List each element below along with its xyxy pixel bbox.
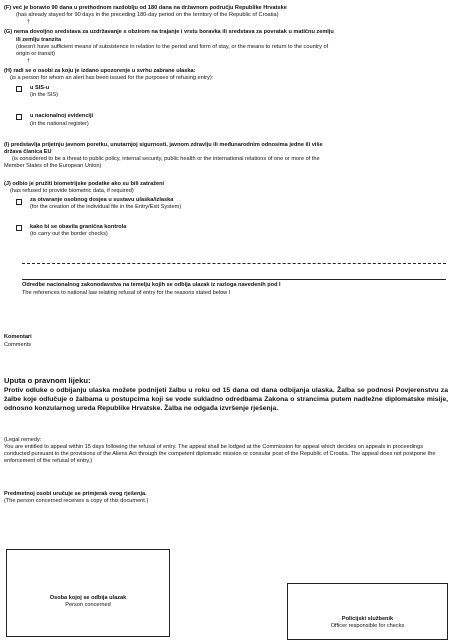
checkbox-border-checks[interactable] [16, 225, 22, 231]
section-h-translation: (is a person for whom an alert has been issued for the purposes of refusing entry): [10, 75, 214, 81]
remedy-translation: You are entitled to appeal within 15 days following the refusal of entry. The appeal shall be lodged at the Commission for appeal which decides on appeals in proceedings conducted pursuant to the provisions of the Aliens Act through the competent diplomatic mission or consular post of the Republic of Croatia. The appeal does not postpone the enforcement of the refusal of entry.) [4, 444, 436, 464]
remedy-en-title: (Legal remedy: [4, 437, 42, 443]
officer-signature-box[interactable] [287, 583, 448, 640]
officer-label: Policijski službenik [341, 616, 394, 622]
checkbox-entry-exit[interactable] [16, 199, 22, 205]
national-law-title: Odredbe nacionalnog zakonodavstva na temelju kojih se odbija ulazak iz razloga navedenih pod I [22, 282, 281, 288]
section-i-title-cont: država članica EU [4, 149, 52, 155]
remedy-text: Protiv odluke o odbijanju ulaska možete podnijeti žalbu u roku od 15 dana od dana odbijanja ulaska. Žalba se podnosi Povjerenstvu za žalbe koje odlučuje o žalbama u postupcima koji se vode sukladno odredbama Zakona o strancima putem nadležne diplomatske misije, odnosno konzularnog ureda Republike Hrvatske. Žalba ne odgađa izvršenje rješenja. [4, 387, 448, 412]
option-entry-exit-label: za otvaranje osobnog dosjea u sustavu ulaska/izlaska [30, 197, 174, 203]
copy-notice-translation: (The person concerned receives a copy of this document.) [4, 498, 149, 504]
section-g-title: (G) nema dovoljno sredstava za uzdržavanje s obzirom na trajanje i vrstu boravka ili sredstava za povratak u matičnu zemlju [4, 29, 334, 35]
option-national-label: u nacionalnoj evidenciji [30, 113, 94, 119]
person-signature-box[interactable] [6, 549, 170, 637]
section-g-mark: † [27, 58, 30, 64]
checkbox-national-register[interactable] [16, 114, 22, 120]
option-border-label: kako bi se obavila granična kontrola [30, 224, 127, 230]
option-border-translation: (to carry out the border checks) [30, 231, 108, 237]
section-j-translation: (has refused to provide biometric data, if required) [10, 188, 134, 194]
fill-line-2[interactable] [22, 279, 446, 280]
remedy-title: Uputa o pravnom lijeku: [4, 376, 91, 385]
option-entry-exit-translation: (for the creation of the individual file in the Entry/Exit System) [30, 204, 182, 210]
fill-line-1[interactable] [22, 263, 446, 264]
section-j-title: (J) odbio je pružiti biometrijske podatke ako su bili zatraženi [4, 181, 165, 187]
section-i-title: (I) predstavlja prijetnju javnom poretku, unutarnjoj sigurnosti, javnom zdravlju ili međunarodnim odnosima jedne ili više [4, 142, 323, 148]
option-national-translation: (in the national register) [30, 121, 89, 127]
section-i-translation-cont: Member States of the European Union) [4, 163, 102, 169]
option-sis-translation: (in the SIS) [30, 92, 58, 98]
copy-notice: Predmetnoj osobi uručuje se primjerak ovog rješenja. [4, 491, 147, 497]
section-f-title: (F) već je boravio 90 dana u prethodnom razdoblju od 180 dana na državnom području Republike Hrvatske [4, 5, 287, 11]
section-f-translation: (has already stayed for 90 days in the preceding 180-day period on the territory of the Republic of Croatia) [16, 12, 279, 18]
person-label: Osoba kojoj se odbija ulazak [49, 595, 127, 601]
checkbox-sis[interactable] [16, 86, 22, 92]
section-i-translation: (is considered to be a threat to public policy, internal security, public health or the international relations of one or more of the [12, 156, 320, 162]
section-f-mark: † [27, 19, 30, 25]
section-g-title-cont: ili zemlju tranzita [16, 37, 62, 43]
person-translation: Person concerned [65, 602, 111, 608]
section-g-translation-cont: origin or transit) [16, 51, 55, 57]
section-h-title: (H) radi se o osobi za koju je izdano upozorenje u svrhu zabrane ulaska: [4, 68, 196, 74]
comments-translation: Comments [4, 342, 32, 348]
officer-translation: Officer responsible for checks [330, 623, 405, 629]
national-law-translation: The references to national law relating refusal of entry for the reasons stated below I [22, 290, 231, 296]
comments-label: Komentari [4, 334, 32, 340]
option-sis-label: u SIS-u [30, 85, 50, 91]
section-g-translation: (doesn't have sufficient means of subsistence in relation to the period and form of stay, or the means to return to the country of [16, 44, 329, 50]
